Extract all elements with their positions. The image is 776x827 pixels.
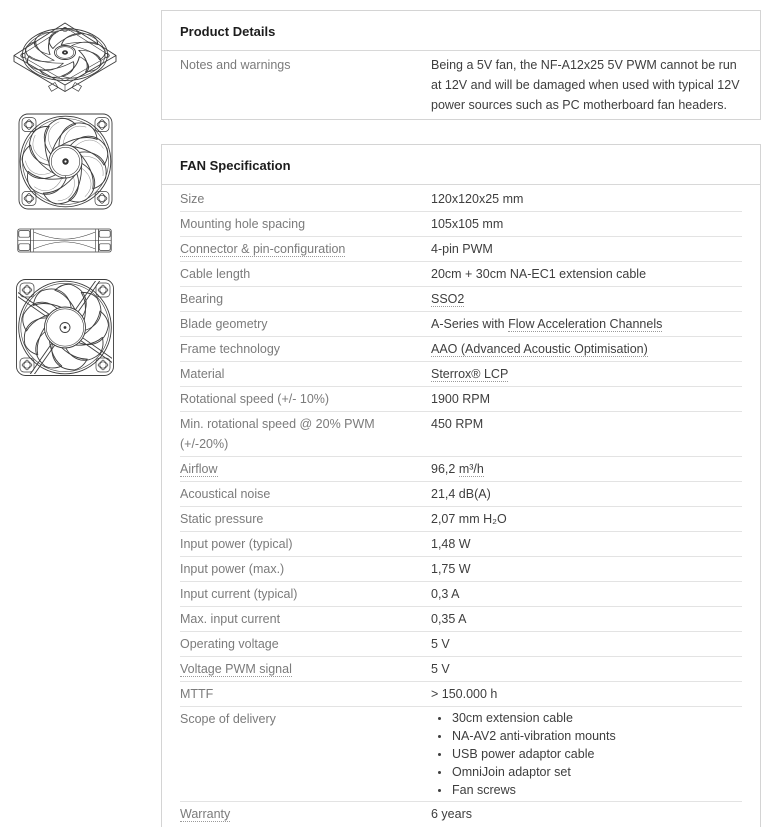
delivery-item — [437, 763, 742, 781]
delivery-item-text: NA-AV2 anti-vibration mounts — [452, 729, 616, 743]
spec-row-value — [431, 339, 742, 359]
spec-row-label — [180, 684, 431, 704]
product-details-panel — [161, 10, 761, 120]
spec-term[interactable]: Warranty — [180, 807, 231, 821]
spec-row-label — [180, 289, 431, 309]
spec-row-value — [431, 634, 742, 654]
spec-label-text: Cable length — [180, 267, 251, 281]
spec-row-label — [180, 314, 431, 334]
spec-value-text: Being a 5V fan, the NF-A12x25 5V PWM cannot be run at 12V and will be damaged when used with typical 12V power sources such as PC motherboard fan headers. — [431, 58, 740, 112]
spec-value-text: 450 RPM — [431, 417, 484, 431]
bullet-icon — [438, 717, 441, 720]
spec-row — [180, 187, 742, 212]
delivery-item-text: OmniJoin adaptor set — [452, 765, 571, 779]
spec-row-value — [431, 804, 742, 824]
spec-row-label — [180, 559, 431, 579]
product-image-front[interactable] — [18, 112, 113, 211]
spec-label-text: Material — [180, 367, 225, 381]
spec-row-label — [180, 264, 431, 284]
spec-value-text: 1,48 W — [431, 537, 471, 551]
spec-label-text: Frame technology — [180, 342, 281, 356]
delivery-item — [437, 781, 742, 799]
spec-row — [180, 312, 742, 337]
spec-row-label — [180, 414, 431, 454]
spec-row-label — [180, 659, 431, 679]
spec-row-label — [180, 584, 431, 604]
spec-row-label — [180, 609, 431, 629]
spec-label-text: Notes and warnings — [180, 58, 291, 72]
spec-row-value — [431, 289, 742, 309]
product-details-rows — [162, 51, 760, 119]
spec-value-term[interactable]: Sterrox® LCP — [431, 367, 509, 381]
spec-label-text: Blade geometry — [180, 317, 268, 331]
spec-value-term[interactable]: m³/h — [458, 462, 484, 476]
spec-row — [180, 337, 742, 362]
spec-row-label — [180, 214, 431, 234]
spec-row — [180, 457, 742, 482]
spec-row-value — [431, 534, 742, 554]
spec-value-text: 2,07 mm H₂O — [431, 512, 507, 526]
spec-row — [180, 287, 742, 312]
spec-label-text: Mounting hole spacing — [180, 217, 306, 231]
delivery-item — [437, 709, 742, 727]
spec-value-text: 20cm + 30cm NA-EC1 extension cable — [431, 267, 647, 281]
spec-row — [180, 607, 742, 632]
spec-value-text: 21,4 dB(A) — [431, 487, 491, 501]
spec-value-term[interactable]: Flow Acceleration Channels — [508, 317, 663, 331]
spec-label-text: Operating voltage — [180, 637, 279, 651]
spec-value-text: 1900 RPM — [431, 392, 491, 406]
spec-row-label — [180, 534, 431, 554]
fan-specification-rows — [162, 185, 760, 827]
spec-value-text: A-Series with — [431, 317, 509, 331]
bullet-icon — [438, 753, 441, 756]
spec-row-value — [431, 239, 742, 259]
spec-row — [180, 482, 742, 507]
fan-specification-title: FAN Specification — [162, 145, 760, 185]
spec-label-text: MTTF — [180, 687, 214, 701]
delivery-item — [437, 727, 742, 745]
spec-row — [180, 532, 742, 557]
spec-row-value — [431, 509, 742, 529]
delivery-item — [437, 745, 742, 763]
spec-row — [180, 212, 742, 237]
spec-row — [180, 262, 742, 287]
spec-value-text: 96,2 — [431, 462, 459, 476]
spec-row-label — [180, 339, 431, 359]
spec-row-label — [180, 709, 431, 729]
spec-row-label — [180, 634, 431, 654]
spec-row-label — [180, 804, 431, 824]
spec-row-value — [431, 459, 742, 479]
delivery-item-text: 30cm extension cable — [452, 711, 573, 725]
product-image-rear[interactable] — [15, 278, 115, 377]
spec-row — [180, 582, 742, 607]
spec-value-text: 6 years — [431, 807, 472, 821]
spec-row — [180, 53, 742, 117]
spec-row — [180, 632, 742, 657]
product-image-side[interactable] — [17, 228, 112, 253]
spec-row-value — [431, 609, 742, 629]
spec-row-label — [180, 55, 431, 75]
spec-row-value — [431, 264, 742, 284]
fan-specification-panel — [161, 144, 761, 827]
bullet-icon — [438, 789, 441, 792]
spec-label-text: Max. input current — [180, 612, 281, 626]
spec-row-value — [431, 559, 742, 579]
spec-value-text: 120x120x25 mm — [431, 192, 524, 206]
spec-value-text: 5 V — [431, 662, 450, 676]
spec-row — [180, 362, 742, 387]
spec-value-text: > 150.000 h — [431, 687, 498, 701]
fan-isometric-icon — [12, 21, 118, 95]
spec-row-label — [180, 484, 431, 504]
fan-rear-icon — [15, 278, 115, 377]
spec-label-text: Scope of delivery — [180, 712, 276, 726]
spec-row — [180, 707, 742, 802]
spec-row-label — [180, 459, 431, 479]
spec-row-value — [431, 364, 742, 384]
spec-row-value — [431, 709, 742, 799]
spec-label-text: Size — [180, 192, 205, 206]
spec-value-text: 105x105 mm — [431, 217, 504, 231]
spec-value-text: 5 V — [431, 637, 450, 651]
spec-row — [180, 802, 742, 826]
spec-term[interactable]: Connector & pin-configuration — [180, 242, 346, 256]
spec-row — [180, 657, 742, 682]
bullet-icon — [438, 735, 441, 738]
fan-side-icon — [17, 228, 112, 253]
spec-row-label — [180, 189, 431, 209]
delivery-item-text: Fan screws — [452, 783, 516, 797]
spec-row-value — [431, 214, 742, 234]
spec-row — [180, 507, 742, 532]
product-details-title: Product Details — [162, 11, 760, 51]
spec-row-label — [180, 239, 431, 259]
spec-term[interactable]: Airflow — [180, 462, 218, 476]
bullet-icon — [438, 771, 441, 774]
fan-front-icon — [18, 112, 113, 211]
spec-term[interactable]: Voltage PWM signal — [180, 662, 292, 676]
spec-row-value — [431, 389, 742, 409]
product-image-isometric[interactable] — [12, 21, 118, 95]
spec-row — [180, 682, 742, 707]
spec-row-value — [431, 314, 742, 334]
spec-label-text: Input power (typical) — [180, 537, 293, 551]
spec-row-label — [180, 364, 431, 384]
spec-row-value — [431, 414, 742, 434]
spec-row — [180, 412, 742, 457]
spec-row-value — [431, 659, 742, 679]
spec-value-term[interactable]: SSO2 — [431, 292, 465, 306]
spec-label-text: Min. rotational speed @ 20% PWM (+/-20%) — [180, 417, 375, 451]
spec-label-text: Rotational speed (+/- 10%) — [180, 392, 330, 406]
spec-row-value — [431, 684, 742, 704]
spec-row — [180, 387, 742, 412]
spec-value-text: 0,3 A — [431, 587, 460, 601]
spec-value-text: 1,75 W — [431, 562, 471, 576]
spec-row-value — [431, 484, 742, 504]
spec-value-text: 0,35 A — [431, 612, 467, 626]
spec-label-text: Acoustical noise — [180, 487, 271, 501]
scope-of-delivery-list — [431, 709, 742, 799]
spec-row-value — [431, 189, 742, 209]
spec-value-text: 4-pin PWM — [431, 242, 493, 256]
product-image-column — [0, 0, 157, 827]
spec-label-text: Input current (typical) — [180, 587, 298, 601]
spec-label-text: Static pressure — [180, 512, 264, 526]
spec-label-text: Bearing — [180, 292, 224, 306]
spec-label-text: Input power (max.) — [180, 562, 285, 576]
spec-row-label — [180, 389, 431, 409]
spec-row — [180, 557, 742, 582]
delivery-item-text: USB power adaptor cable — [452, 747, 595, 761]
spec-value-term[interactable]: AAO (Advanced Acoustic Optimisation) — [431, 342, 648, 356]
spec-row-value — [431, 584, 742, 604]
spec-row-value — [431, 55, 742, 115]
spec-row-label — [180, 509, 431, 529]
spec-row — [180, 237, 742, 262]
